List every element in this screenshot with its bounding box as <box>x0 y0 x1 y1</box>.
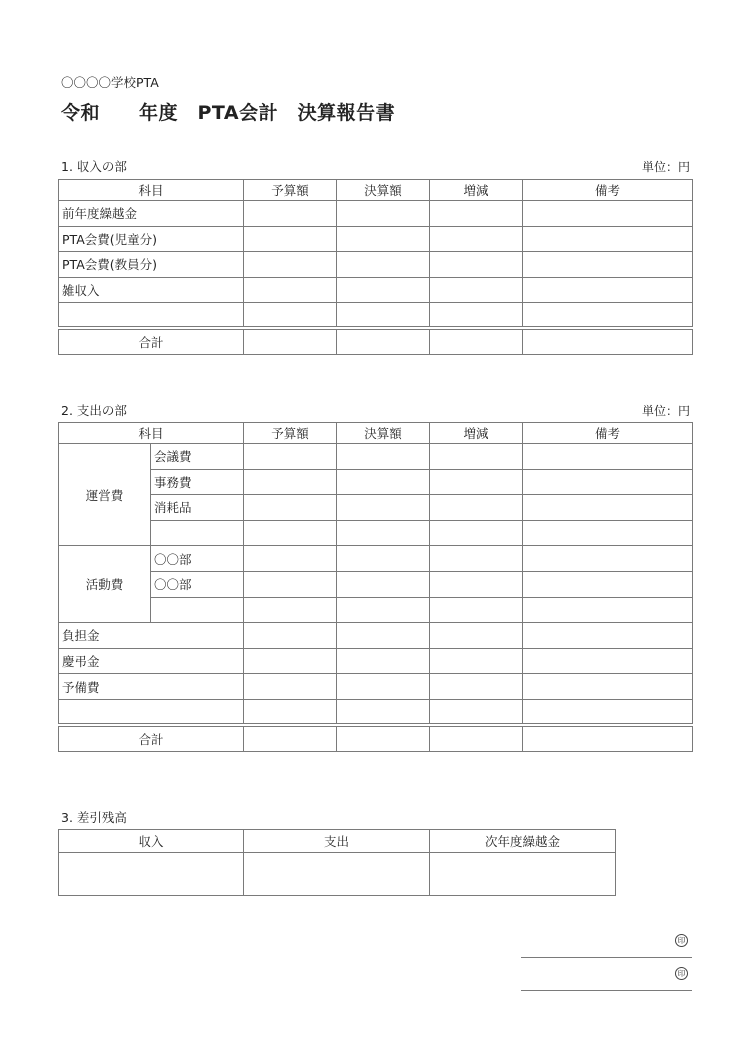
table-row <box>59 201 693 227</box>
table-row <box>59 252 693 278</box>
column-header: 収入 <box>59 830 244 853</box>
diff-cell[interactable] <box>430 444 523 470</box>
budget-cell[interactable] <box>244 571 337 597</box>
balance-table <box>58 829 616 896</box>
note-cell[interactable] <box>523 699 693 725</box>
column-header: 備考 <box>523 423 693 444</box>
total-row <box>59 328 693 354</box>
diff-cell[interactable] <box>430 648 523 674</box>
expense-unit: 単位：円 <box>641 404 690 418</box>
signature-line[interactable] <box>521 957 692 958</box>
actual-cell[interactable] <box>337 226 430 252</box>
budget-cell[interactable] <box>244 520 337 546</box>
note-cell[interactable] <box>523 725 693 751</box>
item-label: PTA会費(教員分) <box>59 252 244 278</box>
total-label: 合計 <box>59 725 244 751</box>
item-label: 事務費 <box>151 469 244 495</box>
column-header: 予算額 <box>244 423 337 444</box>
expense-section-label: 2. 支出の部 <box>61 403 127 418</box>
diff-cell[interactable] <box>430 520 523 546</box>
page-title: 令和 年度 PTA会計 決算報告書 <box>61 102 396 124</box>
budget-cell[interactable] <box>244 252 337 278</box>
budget-cell[interactable] <box>244 674 337 700</box>
table-row <box>59 277 693 303</box>
note-cell[interactable] <box>523 303 693 329</box>
budget-cell[interactable] <box>244 725 337 751</box>
table-header-row <box>59 180 693 201</box>
seal-icon: 印 <box>675 967 688 980</box>
actual-cell[interactable] <box>337 277 430 303</box>
note-cell[interactable] <box>523 226 693 252</box>
table-header-row <box>59 830 616 853</box>
column-header: 決算額 <box>337 180 430 201</box>
note-cell[interactable] <box>523 328 693 354</box>
income-table <box>58 179 693 355</box>
item-label: 予備費 <box>59 674 244 700</box>
income-total-cell[interactable] <box>59 853 244 896</box>
column-header: 備考 <box>523 180 693 201</box>
note-cell[interactable] <box>523 571 693 597</box>
actual-cell[interactable] <box>337 546 430 572</box>
item-label: 負担金 <box>59 623 244 649</box>
note-cell[interactable] <box>523 201 693 227</box>
diff-cell[interactable] <box>430 674 523 700</box>
column-header: 科目 <box>59 180 244 201</box>
budget-cell[interactable] <box>244 648 337 674</box>
expense-table <box>58 422 693 752</box>
budget-cell[interactable] <box>244 623 337 649</box>
budget-cell[interactable] <box>244 597 337 623</box>
actual-cell[interactable] <box>337 699 430 725</box>
column-header: 増減 <box>430 180 523 201</box>
diff-cell[interactable] <box>430 252 523 278</box>
table-header-row <box>59 423 693 444</box>
income-unit: 単位：円 <box>641 160 690 174</box>
diff-cell[interactable] <box>430 303 523 329</box>
budget-cell[interactable] <box>244 277 337 303</box>
total-label: 合計 <box>59 328 244 354</box>
seal-icon: 印 <box>675 934 688 947</box>
diff-cell[interactable] <box>430 546 523 572</box>
column-header: 決算額 <box>337 423 430 444</box>
diff-cell[interactable] <box>430 277 523 303</box>
budget-cell[interactable] <box>244 699 337 725</box>
table-row <box>59 469 693 495</box>
diff-cell[interactable] <box>430 597 523 623</box>
table-row <box>59 623 693 649</box>
group-label: 運営費 <box>59 444 151 546</box>
note-cell[interactable] <box>523 277 693 303</box>
item-label[interactable] <box>59 699 244 725</box>
table-row <box>59 674 693 700</box>
table-row <box>59 226 693 252</box>
item-label: PTA会費(児童分) <box>59 226 244 252</box>
budget-cell[interactable] <box>244 303 337 329</box>
actual-cell[interactable] <box>337 520 430 546</box>
column-header: 増減 <box>430 423 523 444</box>
budget-cell[interactable] <box>244 546 337 572</box>
actual-cell[interactable] <box>337 623 430 649</box>
budget-cell[interactable] <box>244 469 337 495</box>
school-name: 〇〇〇〇学校PTA <box>61 75 159 90</box>
note-cell[interactable] <box>523 444 693 470</box>
income-section-label: 1. 収入の部 <box>61 159 127 174</box>
column-header: 支出 <box>244 830 430 853</box>
item-label[interactable] <box>151 597 244 623</box>
item-label: 〇〇部 <box>151 546 244 572</box>
item-label: 慶弔金 <box>59 648 244 674</box>
actual-cell[interactable] <box>337 444 430 470</box>
budget-cell[interactable] <box>244 495 337 521</box>
table-row <box>59 571 693 597</box>
actual-cell[interactable] <box>337 252 430 278</box>
total-row <box>59 725 693 751</box>
budget-cell[interactable] <box>244 444 337 470</box>
actual-cell[interactable] <box>337 597 430 623</box>
group-label: 活動費 <box>59 546 151 623</box>
item-label: 雑収入 <box>59 277 244 303</box>
actual-cell[interactable] <box>337 328 430 354</box>
diff-cell[interactable] <box>430 226 523 252</box>
table-row <box>59 303 693 329</box>
diff-cell[interactable] <box>430 469 523 495</box>
diff-cell[interactable] <box>430 201 523 227</box>
note-cell[interactable] <box>523 252 693 278</box>
item-label: 会議費 <box>151 444 244 470</box>
item-label: 前年度繰越金 <box>59 201 244 227</box>
diff-cell[interactable] <box>430 495 523 521</box>
note-cell[interactable] <box>523 495 693 521</box>
table-row <box>59 546 693 572</box>
diff-cell[interactable] <box>430 725 523 751</box>
actual-cell[interactable] <box>337 571 430 597</box>
carryover-cell[interactable] <box>430 853 616 896</box>
column-header: 科目 <box>59 423 244 444</box>
item-label: 消耗品 <box>151 495 244 521</box>
table-row <box>59 853 616 896</box>
budget-cell[interactable] <box>244 328 337 354</box>
actual-cell[interactable] <box>337 674 430 700</box>
actual-cell[interactable] <box>337 303 430 329</box>
table-row <box>59 495 693 521</box>
note-cell[interactable] <box>523 648 693 674</box>
note-cell[interactable] <box>523 520 693 546</box>
note-cell[interactable] <box>523 597 693 623</box>
table-row <box>59 597 693 623</box>
actual-cell[interactable] <box>337 469 430 495</box>
actual-cell[interactable] <box>337 725 430 751</box>
item-label[interactable] <box>59 303 244 329</box>
diff-cell[interactable] <box>430 623 523 649</box>
column-header: 予算額 <box>244 180 337 201</box>
actual-cell[interactable] <box>337 495 430 521</box>
table-row <box>59 699 693 725</box>
table-row <box>59 444 693 470</box>
signature-line[interactable] <box>521 990 692 991</box>
note-cell[interactable] <box>523 674 693 700</box>
note-cell[interactable] <box>523 469 693 495</box>
item-label[interactable] <box>151 520 244 546</box>
note-cell[interactable] <box>523 623 693 649</box>
table-row <box>59 520 693 546</box>
diff-cell[interactable] <box>430 328 523 354</box>
table-row <box>59 648 693 674</box>
budget-cell[interactable] <box>244 201 337 227</box>
note-cell[interactable] <box>523 546 693 572</box>
actual-cell[interactable] <box>337 648 430 674</box>
diff-cell[interactable] <box>430 571 523 597</box>
actual-cell[interactable] <box>337 201 430 227</box>
diff-cell[interactable] <box>430 699 523 725</box>
item-label: 〇〇部 <box>151 571 244 597</box>
expense-total-cell[interactable] <box>244 853 430 896</box>
column-header: 次年度繰越金 <box>430 830 616 853</box>
budget-cell[interactable] <box>244 226 337 252</box>
balance-section-label: 3. 差引残高 <box>61 810 127 825</box>
